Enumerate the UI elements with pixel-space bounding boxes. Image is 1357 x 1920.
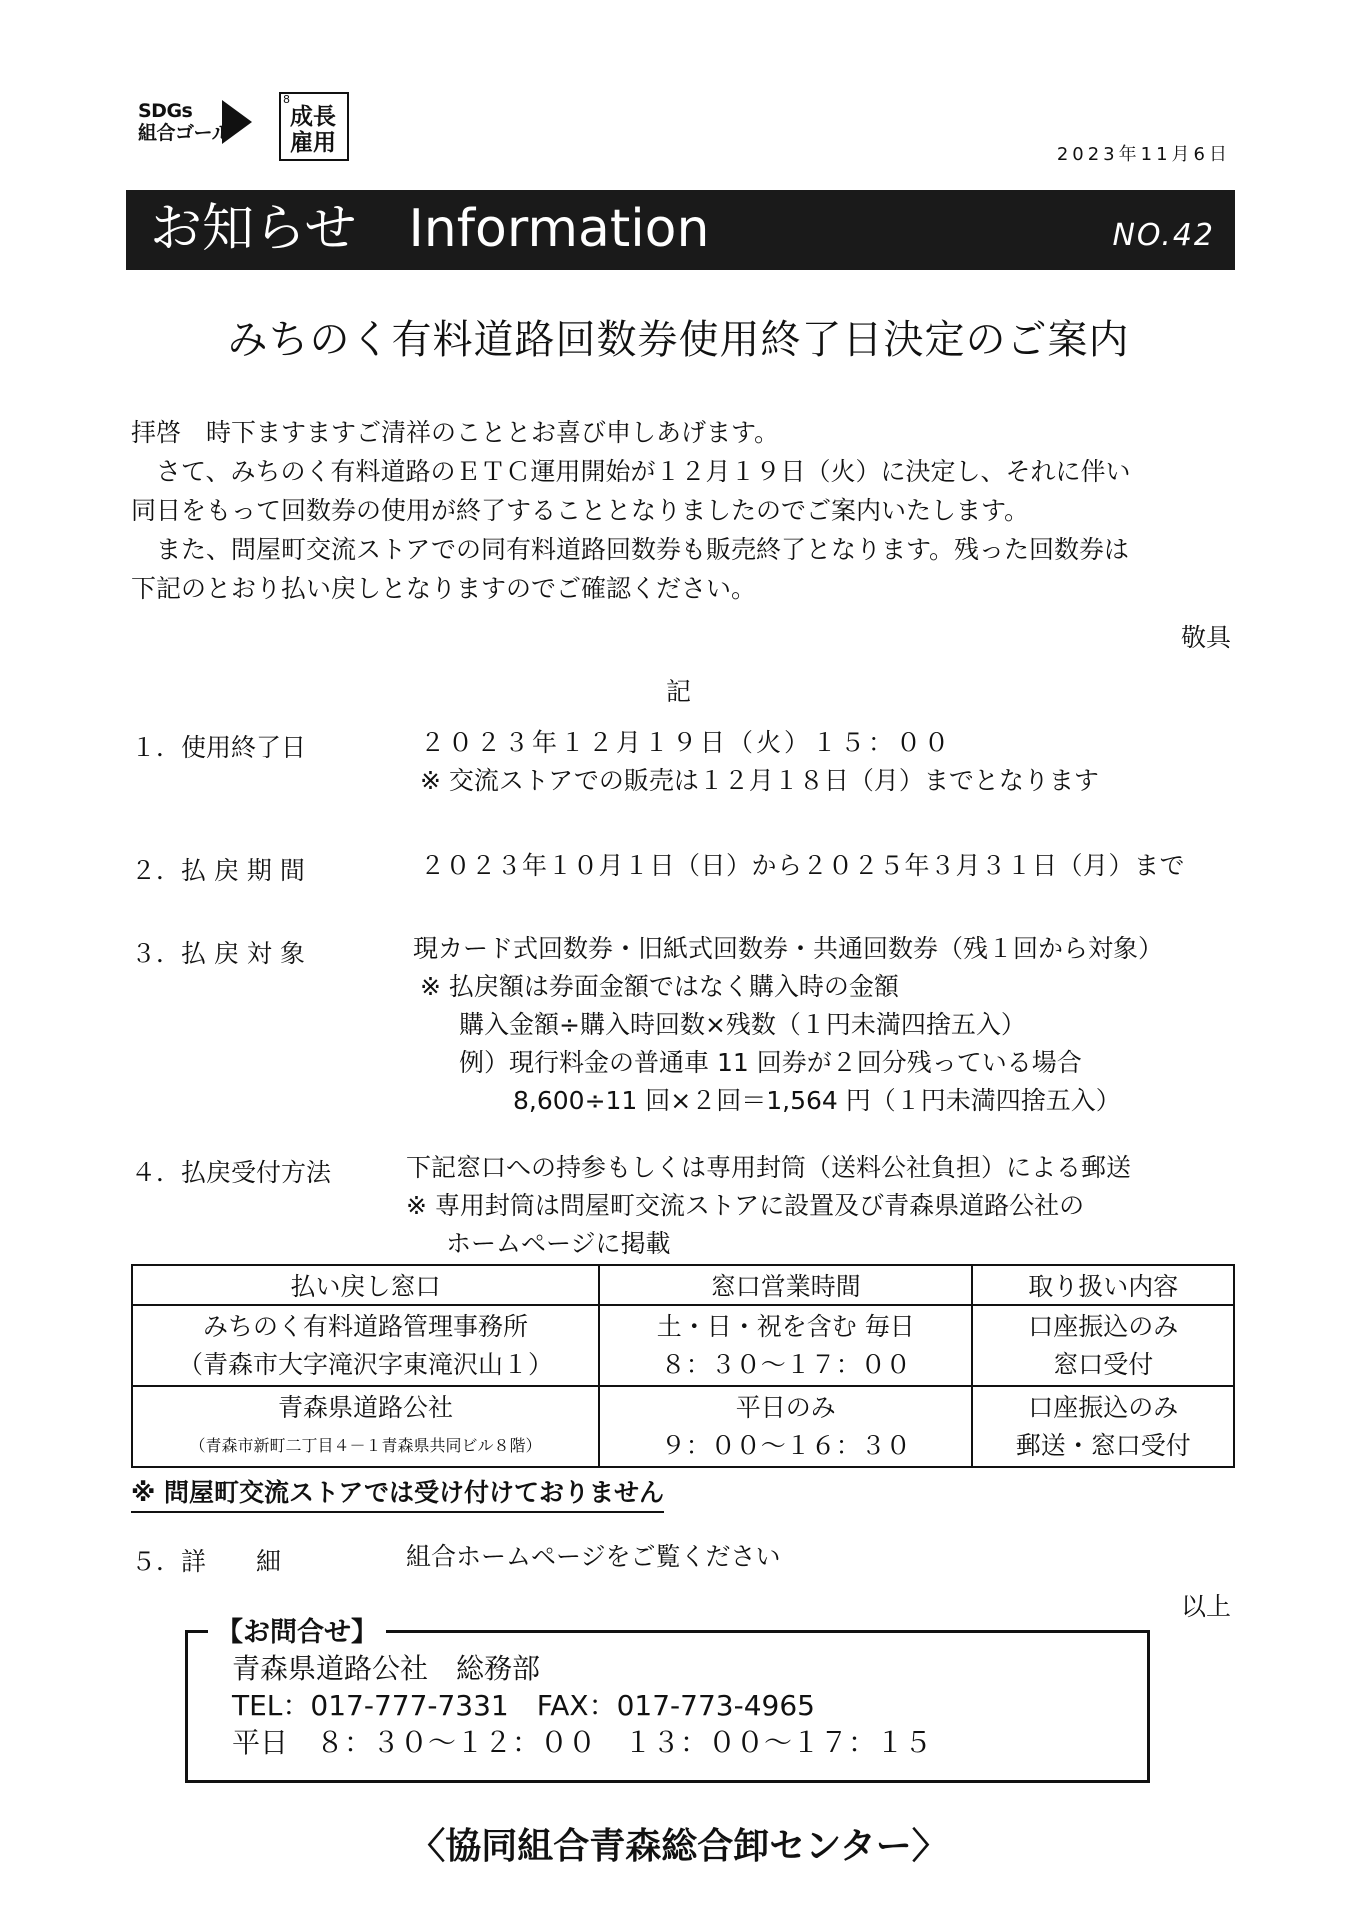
sdgs-label: SDGs 組合ゴール — [138, 100, 231, 144]
section-value-end-date — [420, 724, 1099, 800]
office-hours: ９：００～１６：３０ — [660, 1430, 911, 1460]
office-address: （青森市新町二丁目４－１青森県共同ビル８階） — [189, 1435, 542, 1455]
inquiry-details — [232, 1650, 932, 1761]
section-value-refund-method — [406, 1149, 1131, 1263]
service-cell — [972, 1386, 1234, 1467]
section-label-refund-target: ３．払 戻 対 象 — [131, 939, 305, 968]
section-line: ※ 交流ストアでの販売は１２月１８日（月）までとなります — [420, 766, 1099, 795]
banner-title: お知らせ Information — [150, 199, 710, 259]
service-line: 郵送・窓口受付 — [1015, 1430, 1191, 1460]
goal-number: 8 — [283, 93, 290, 106]
banner-number: NO.42 — [1112, 218, 1215, 253]
section-label-details: ５．詳 細 — [131, 1547, 282, 1576]
paragraph-line: また、問屋町交流ストアでの同有料道路回数券も販売終了となります。残った回数券は — [131, 535, 1130, 564]
closing-word: 敬具 — [1180, 623, 1231, 652]
inquiry-line: 青森県道路公社 総務部 — [232, 1652, 541, 1685]
section-label-refund-period: ２．払 戻 期 間 — [131, 856, 305, 885]
refund-office-table — [131, 1264, 1235, 1468]
section-value-refund-period — [420, 847, 1185, 885]
section-value-refund-target — [413, 930, 1163, 1120]
office-cell — [132, 1305, 599, 1386]
inquiry-line: 平日 ８：３０～１２：００ １３：００～１７：１５ — [232, 1726, 933, 1759]
section-value-details — [406, 1538, 781, 1576]
paragraph-line: さて、みちのく有料道路のＥＴＣ運用開始が１２月１９日（火）に決定し、それに伴い — [131, 457, 1131, 486]
office-hours: ８：３０～１７：００ — [660, 1349, 911, 1379]
inquiry-title: 【お問合せ】 — [208, 1610, 386, 1649]
section-label-refund-method: ４．払戻受付方法 — [131, 1158, 332, 1187]
hours-cell — [599, 1386, 972, 1467]
paragraph-line: 下記のとおり払い戻しとなりますのでご確認ください。 — [131, 574, 757, 603]
table-header: 払い戻し窓口 — [132, 1265, 599, 1305]
section-line: ２０２３年１２月１９日（火）１５：００ — [420, 728, 953, 757]
goal-label: 成長 雇用 — [290, 104, 336, 156]
office-days: 土・日・祝を含む 毎日 — [656, 1311, 915, 1341]
service-cell — [972, 1305, 1234, 1386]
inquiry-line: TEL：017-777-7331 FAX：017-773-4965 — [232, 1689, 815, 1722]
hours-cell — [599, 1305, 972, 1386]
service-line: 口座振込のみ — [1028, 1311, 1179, 1341]
section-line: ２０２３年１０月１日（日）から２０２５年３月３１日（月）まで — [420, 851, 1186, 880]
table-row — [132, 1386, 1234, 1467]
office-name: 青森県道路公社 — [278, 1392, 454, 1422]
issue-date: 2023年11月6日 — [1056, 144, 1231, 165]
section-line: 下記窓口への持参もしくは専用封筒（送料公社負担）による郵送 — [406, 1153, 1132, 1182]
section-line: 組合ホームページをご覧ください — [406, 1542, 781, 1571]
table-header: 窓口営業時間 — [599, 1265, 972, 1305]
section-line: 例）現行料金の普通車 11 回券が２回分残っている場合 — [459, 1048, 1082, 1077]
office-days: 平日のみ — [735, 1392, 836, 1422]
section-line: 現カード式回数券・旧紙式回数券・共通回数券（残１回から対象） — [413, 934, 1164, 963]
section-line: ※ 専用封筒は問屋町交流ストアに設置及び青森県道路公社の — [406, 1191, 1085, 1220]
end-mark: 以上 — [1180, 1592, 1231, 1621]
table-header: 取り扱い内容 — [972, 1265, 1234, 1305]
document-title: みちのく有料道路回数券使用終了日決定のご案内 — [227, 317, 1130, 363]
service-line: 口座振込のみ — [1028, 1392, 1179, 1422]
paragraph-line: 同日をもって回数券の使用が終了することとなりましたのでご案内いたします。 — [131, 496, 1030, 525]
section-line: ホームページに掲載 — [446, 1229, 671, 1258]
section-line: ※ 払戻額は券面金額ではなく購入時の金額 — [420, 972, 899, 1001]
greeting-body — [131, 413, 1131, 608]
organization-name: 〈協同組合青森総合卸センター〉 — [409, 1826, 948, 1867]
office-name: みちのく有料道路管理事務所 — [203, 1311, 529, 1341]
section-line: 購入金額÷購入時回数×残数（１円未満四捨五入） — [459, 1010, 1026, 1039]
section-line: 8,600÷11 回×２回＝1,564 円（１円未満四捨五入） — [513, 1086, 1121, 1115]
section-label-end-date: １．使用終了日 — [131, 733, 307, 762]
table-row — [132, 1305, 1234, 1386]
ki-heading: 記 — [665, 677, 691, 706]
table-note: ※ 問屋町交流ストアでは受け付けておりません — [131, 1473, 664, 1513]
office-cell — [132, 1386, 599, 1467]
office-address: （青森市大字滝沢字東滝沢山１） — [178, 1349, 554, 1379]
paragraph-line: 拝啓 時下ますますご清祥のこととお喜び申しあげます。 — [131, 418, 780, 447]
service-line: 窓口受付 — [1053, 1349, 1154, 1379]
arrow-icon — [222, 100, 252, 144]
table-header-row — [132, 1265, 1234, 1305]
